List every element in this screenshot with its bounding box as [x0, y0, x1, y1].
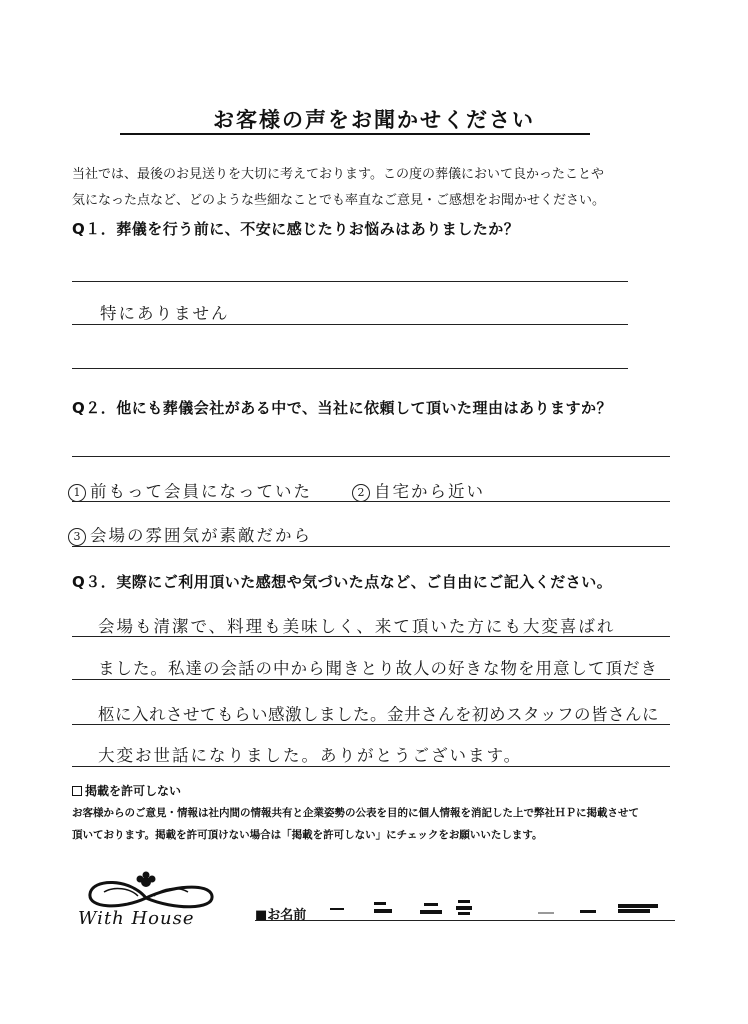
q3-answer-line-1: 会場も清潔で、料理も美味しく、来て頂いた方にも大変喜ばれ	[98, 617, 616, 636]
number-1-circle: 1	[68, 484, 86, 502]
answer-line	[72, 766, 670, 767]
q3-answer-line-2: ました。私達の会話の中から聞きとり故人の好きな物を用意して頂だき	[98, 659, 658, 678]
page-title: お客様の声をお聞かせください	[213, 108, 535, 132]
answer-line	[72, 636, 670, 637]
answer-line	[72, 724, 670, 725]
question-3: Q３．実際にご利用頂いた感想や気づいた点など、ご自由にご記入ください。	[72, 573, 613, 591]
q2-answer-3: 3 会場の雰囲気が素敵だから	[68, 522, 312, 546]
question-1: Q１．葬儀を行う前に、不安に感じたりお悩みはありましたか？	[72, 220, 520, 238]
number-2-circle: 2	[352, 484, 370, 502]
consent-checkbox[interactable]	[72, 786, 82, 796]
answer-line	[72, 368, 628, 369]
q2-answer-2: 2 自宅から近い	[352, 478, 485, 502]
intro-line-1: 当社では、最後のお見送りを大切に考えております。この度の葬儀において良かったことや	[72, 167, 604, 182]
answer-line	[72, 546, 670, 547]
answer-line	[72, 679, 670, 680]
name-field-label: ■お名前	[255, 908, 307, 923]
logo-text: With House	[78, 908, 195, 929]
consent-checkbox-row[interactable]	[72, 782, 181, 799]
privacy-notice-line-2: 頂いております。掲載を許可頂けない場合は「掲載を許可しない」にチェックをお願いいたします。	[72, 829, 543, 841]
answer-line	[72, 281, 628, 282]
number-3-circle: 3	[68, 528, 86, 546]
q3-answer-line-4: 大変お世話になりました。ありがとうございます。	[98, 746, 523, 765]
name-field-line	[255, 920, 675, 921]
answer-line	[72, 324, 628, 325]
privacy-notice-line-1: お客様からのご意見・情報は社内間の情報共有と企業姿勢の公表を目的に個人情報を消記した上で弊社ＨＰに掲載させて	[72, 807, 639, 819]
q3-answer-line-3: 柩に入れさせてもらい感激しました。金井さんを初めスタッフの皆さんに	[98, 705, 659, 724]
answer-line	[72, 456, 670, 457]
name-redaction	[330, 898, 670, 918]
title-underline	[120, 133, 590, 135]
question-2: Q２．他にも葬儀会社がある中で、当社に依頼して頂いた理由はありますか？	[72, 399, 612, 417]
privacy-notice	[72, 802, 702, 846]
q1-answer: 特にありません	[100, 304, 230, 323]
intro-text	[72, 162, 692, 214]
q2-answer-1: 1 前もって会員になっていた	[68, 478, 312, 502]
answer-line	[72, 501, 670, 502]
intro-line-2: 気になった点など、どのような些細なことでも率直なご意見・ご感想をお聞かせください。	[72, 193, 606, 208]
company-logo	[70, 868, 230, 938]
consent-checkbox-label: 掲載を許可しない	[85, 784, 182, 798]
